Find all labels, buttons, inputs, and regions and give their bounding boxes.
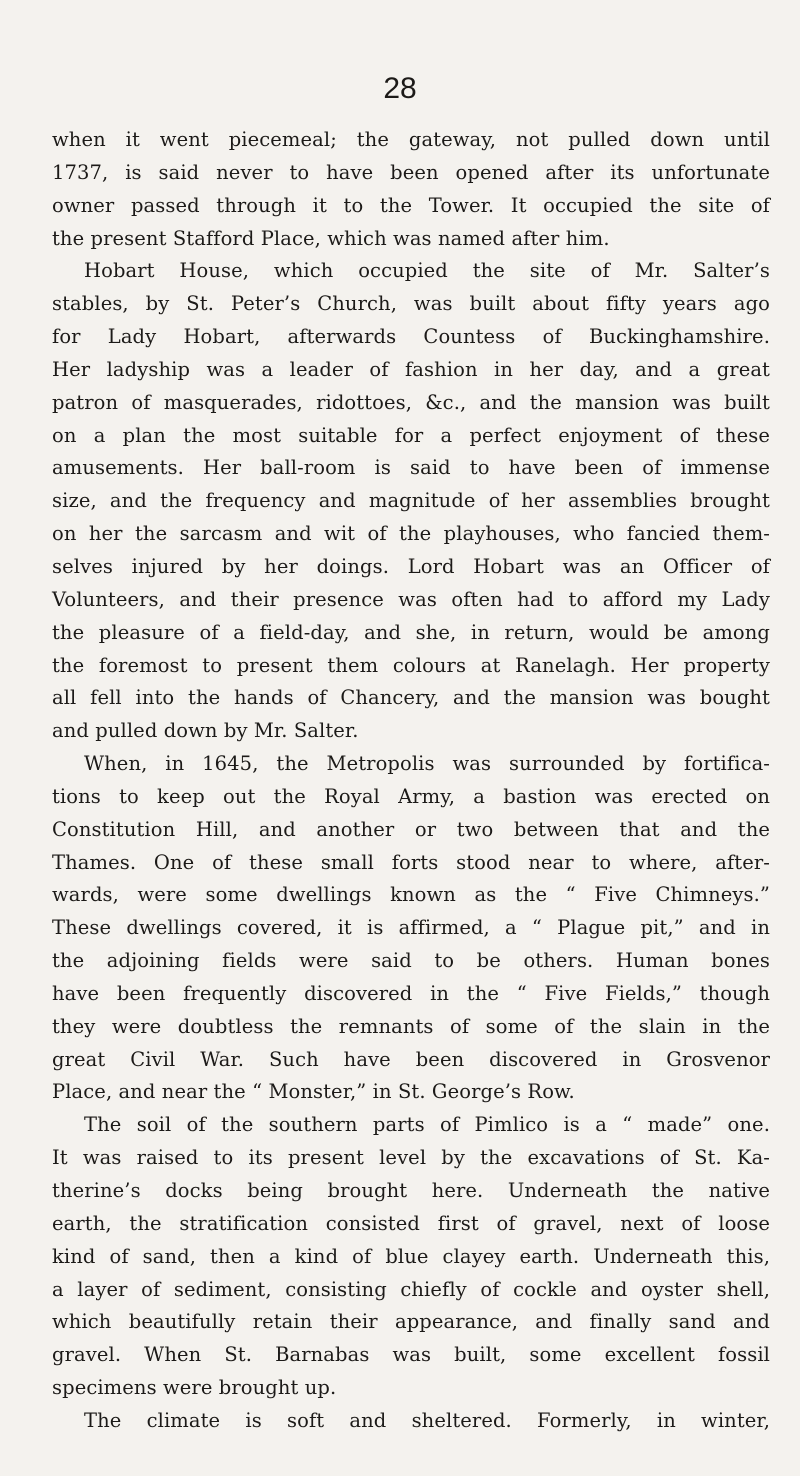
- text-line: The climate is soft and sheltered. Formerly, in winter,: [84, 1408, 770, 1432]
- text-line: they were doubtless the remnants of some of the slain in the: [52, 1014, 770, 1038]
- text-line: on her the sarcasm and wit of the playhouses, who fancied them-: [52, 522, 770, 546]
- text-line: owner passed through it to the Tower. It occupied the site of: [52, 193, 770, 217]
- text-line: have been frequently discovered in the “ Five Fields,” though: [52, 981, 770, 1005]
- text-line: Constitution Hill, and another or two between that and the: [52, 817, 770, 841]
- text-line: when it went piecemeal; the gateway, not pulled down until: [52, 128, 770, 151]
- text-line: which beautifully retain their appearance, and finally sand and: [52, 1310, 770, 1334]
- text-line: selves injured by her doings. Lord Hobart was an Officer of: [52, 554, 770, 578]
- text-line: great Civil War. Such have been discovered in Grosvenor: [52, 1047, 770, 1071]
- text-line: therine’s docks being brought here. Underneath the native: [52, 1179, 770, 1202]
- text-line: patron of masquerades, ridottoes, &c., and the mansion was built: [52, 390, 770, 414]
- text-line: stables, by St. Peter’s Church, was built about fifty years ago: [52, 292, 770, 316]
- text-line: amusements. Her ball-room is said to have been of immense: [52, 456, 770, 480]
- text-line: the pleasure of a field-day, and she, in return, would be among: [52, 620, 770, 644]
- body-text: [52, 124, 770, 1438]
- text-line: Volunteers, and their presence was often had to afford my Lady: [52, 587, 770, 611]
- text-line: Thames. One of these small forts stood near to where, after-: [52, 850, 770, 874]
- text-line: the adjoining fields were said to be others. Human bones: [52, 949, 770, 973]
- text-line: the present Stafford Place, which was named after him.: [52, 226, 610, 250]
- text-line: The soil of the southern parts of Pimlico is a “ made” one.: [84, 1113, 770, 1137]
- text-line: size, and the frequency and magnitude of her assemblies brought: [52, 489, 770, 513]
- text-line: specimens were brought up.: [52, 1376, 337, 1400]
- text-line: Hobart House, which occupied the site of Mr. Salter’s: [84, 259, 770, 283]
- text-line: It was raised to its present level by the excavations of St. Ka-: [52, 1146, 770, 1170]
- text-line: and pulled down by Mr. Salter.: [52, 719, 359, 743]
- text-line: a layer of sediment, consisting chiefly of cockle and oyster shell,: [52, 1277, 770, 1301]
- text-line: the foremost to present them colours at Ranelagh. Her property: [52, 653, 770, 677]
- text-line: tions to keep out the Royal Army, a bastion was erected on: [52, 784, 770, 808]
- text-line: Her ladyship was a leader of fashion in her day, and a great: [52, 357, 770, 381]
- text-line: earth, the stratification consisted first of gravel, next of loose: [52, 1211, 770, 1235]
- text-line: on a plan the most suitable for a perfect enjoyment of these: [52, 423, 770, 447]
- text-line: 1737, is said never to have been opened after its unfortunate: [52, 160, 770, 184]
- text-line: all fell into the hands of Chancery, and the mansion was bought: [52, 686, 770, 710]
- page-number: 28: [383, 72, 417, 105]
- text-line: kind of sand, then a kind of blue clayey earth. Underneath this,: [52, 1244, 770, 1268]
- text-line: gravel. When St. Barnabas was built, some excellent fossil: [52, 1343, 770, 1367]
- text-line: Place, and near the “ Monster,” in St. George’s Row.: [52, 1080, 575, 1104]
- text-line: wards, were some dwellings known as the “ Five Chimneys.”: [52, 883, 770, 907]
- text-line: These dwellings covered, it is affirmed, a “ Plague pit,” and in: [52, 916, 770, 940]
- text-line: for Lady Hobart, afterwards Countess of Buckinghamshire.: [52, 325, 770, 349]
- text-line: When, in 1645, the Metropolis was surrounded by fortifica-: [84, 752, 770, 776]
